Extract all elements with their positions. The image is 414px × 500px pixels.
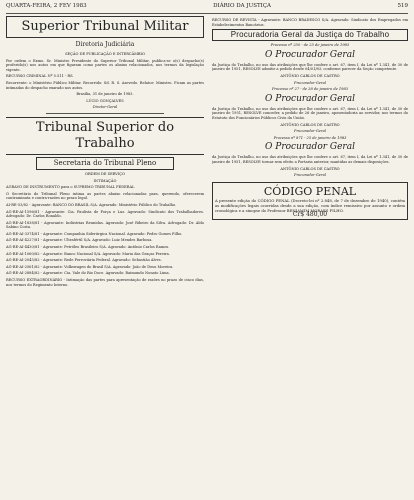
- tst-item: AG-RE-AI-1060/82 - Agravante: Banco Nacional S/A. Agravado: Maria das Graças Pereira.: [6, 251, 170, 256]
- tst-paragraph-3: RECURSO EXTRAORDINÁRIO - Intimação das partes para apresentação de razões no prazo de cinco dias, nos termos do Regimento Interno.: [6, 278, 204, 287]
- tst-items-list: [6, 203, 204, 276]
- stm-paragraph-1: Por ordem o Exmo. Sr. Ministro Presidente do Superior Tribunal Militar, publica-se o(s) despacho(s) proferido(s) nos autos em que figuram como partes os abaixo relacionados, nos termos da legislação vigente.: [6, 58, 204, 72]
- left-column: [6, 16, 204, 496]
- ad-price: Cr$ 480,00: [292, 210, 328, 218]
- proc-role: Procurador-Geral: [294, 173, 326, 178]
- tst-item: AG-RE-AI-4430/81 - Agravante: Petróleo Brasileiro S/A. Agravado: Antônio Carlos Ramos.: [6, 245, 170, 250]
- procuradoria-block: [212, 87, 408, 134]
- proc-number: Processo nº 250 - de 25 de janeiro de 1983: [270, 43, 350, 48]
- tst-item: AG-RE-AI-4227/81 - Agravante: Ultrafértil S/A. Agravado: Luiz Mendes Barbosa.: [6, 238, 153, 243]
- ad-text: A presente edição do CÓDIGO PENAL (Decreto-lei nº 2.848, de 7 de dezembro de 1940), contém as modificações legais ocorridas desde a sua edição, com índice remissivo por assunto e ordem cronológica e a sinopse do Professor BENJAMIM MORAES FILHO.: [215, 197, 405, 213]
- proc-body: da Justiça do Trabalho, no uso das atribuições que lhe confere o art. 67, item I, da Lei nº 1.341, de 30 de janeiro de 1951, RESOLVE conceder, a pedido de 26 de janeiro, aposentadoria ao servidor, nos termos do Estatuto dos Funcionários Públicos Civis da União.: [212, 106, 408, 120]
- tst-item: AI-RE-53/82 - Agravante: BANCO DO BRASIL S/A. Agravado: Ministério Público do Trabalho.: [6, 202, 177, 207]
- stm-department: Diretoria Judiciária: [75, 41, 135, 48]
- proc-body: da Justiça do Trabalho, no uso das atribuições que lhe confere o art. 67, item I, da Lei nº 1.341, de 30 de janeiro de 1951, RESOLVE tornar sem efeito a Portaria anterior, mantidas as demais disposições.: [212, 155, 408, 164]
- procuradoria-block: [212, 136, 408, 178]
- tst-item: AG-RE-AI-2045/82 - Agravante: Rede Ferroviária Federal. Agravado: Sebastião Alves.: [6, 258, 162, 263]
- procuradoria-block: [212, 43, 408, 85]
- proc-title: O Procurador Geral: [265, 93, 355, 104]
- page-header: [6, 3, 408, 14]
- proc-title: O Procurador Geral: [265, 142, 355, 153]
- proc-number: Processo nº 871 - 25 de janeiro de 1983: [273, 135, 347, 140]
- stm-paragraph-3: Recorrente: o Ministério Público Militar. Recorrido: Sd. R. S. Azevedo. Relator: Ministro. Ficam as partes intimadas do despacho exarado nos autos.: [6, 80, 204, 90]
- codigo-penal-ad: [212, 182, 408, 221]
- procuradoria-blocks: [212, 43, 408, 178]
- stm-title: Superior Tribunal Militar: [6, 16, 204, 38]
- stm-paragraph-2: RECURSO CRIMINAL Nº 5.511 - RS.: [6, 74, 74, 79]
- proc-role: Procurador-Geral: [294, 129, 326, 134]
- proc-title: O Procurador Geral: [265, 49, 355, 60]
- tst-paragraph-1: AGRAVO DE INSTRUMENTO para o SUPREMO TRIBUNAL FEDERAL: [6, 185, 135, 190]
- proc-signature: ANTÔNIO CARLOS DE CASTRO: [280, 166, 340, 171]
- top-paragraph: RECURSO DE REVISTA - Agravante: BANCO BRADESCO S/A. Agravado: Sindicato dos Empregados em Estabelecimentos Bancários.: [212, 18, 408, 27]
- header-page-number: 519: [397, 3, 408, 9]
- proc-role: Procurador-Geral: [294, 80, 326, 85]
- tst-item: AG-RE-AI-1596/81 - Agravante: Cia. Paulista de Força e Luz. Agravado: Sindicato dos Trabalhadores. Advogado: Dr. Carlos Ronaldo.: [6, 209, 204, 219]
- tst-item: AG-RE-AI-2561/82 - Agravante: Volkswagen do Brasil S/A. Agravado: João de Deus Moreira.: [6, 264, 174, 269]
- right-column: [212, 16, 408, 496]
- stm-signature: LÚCIO GONÇALVES: [86, 98, 124, 103]
- divider: [46, 113, 164, 114]
- stm-date: Brasília, 31 de janeiro de 1983.: [76, 92, 134, 97]
- stm-signature-role: Diretor-Geral: [92, 105, 118, 110]
- proc-signature: ANTÔNIO CARLOS DE CASTRO: [280, 73, 340, 78]
- tst-item: AG-RE-AI-2884/82 - Agravante: Cia. Vale do Rio Doce. Agravado: Raimundo Nonato Lima.: [6, 271, 170, 276]
- stm-subtitle: SEÇÃO DE PUBLICAÇÃO E INTERCÂMBIO: [65, 52, 145, 56]
- procuradoria-heading: [212, 29, 408, 41]
- tst-paragraph-2: O Secretário do Tribunal Pleno intima as partes abaixo relacionadas para, querendo, oferecerem contraminuta e contra-razões no prazo legal.: [6, 191, 204, 201]
- tst-department: Secretaria do Tribunal Pleno: [36, 157, 174, 170]
- procuradoria-heading-text: Procuradoria Geral da Justiça do Trabalho: [230, 30, 390, 40]
- tst-item: AG-RE-AI-1838/81 - Agravante: Indústrias Reunidas. Agravado: José Ribeiro da Silva. Advogado: Dr. Aldo Sabino Costa.: [6, 220, 204, 230]
- tst-subtitle-1: ORDEM DE SERVIÇO: [85, 171, 125, 176]
- tst-subtitle-2: INTIMAÇÃO: [93, 178, 117, 183]
- header-date: QUARTA-FEIRA, 2 FEV 1983: [6, 3, 87, 9]
- ad-title: CÓDIGO PENAL: [263, 184, 357, 198]
- header-publication: DIÁRIO DA JUSTIÇA: [213, 3, 271, 9]
- tst-item: AG-RE-AI-3374/81 - Agravante: Companhia Siderúrgica Nacional. Agravado: Pedro Gomes Filho.: [6, 231, 183, 236]
- proc-signature: ANTÔNIO CARLOS DE CASTRO: [280, 122, 340, 127]
- proc-number: Processo nº 27 - de 28 de janeiro de 1983: [271, 87, 349, 92]
- tst-title: Tribunal Superior do Trabalho: [6, 117, 204, 155]
- proc-body: da Justiça do Trabalho, no uso das atribuições que lhe confere o art. 67, item I, da Lei nº 1.341, de 30 de janeiro de 1951, RESOLVE admitir a pedido desde 04/01/83, conforme parecer da Seção competente.: [212, 62, 408, 72]
